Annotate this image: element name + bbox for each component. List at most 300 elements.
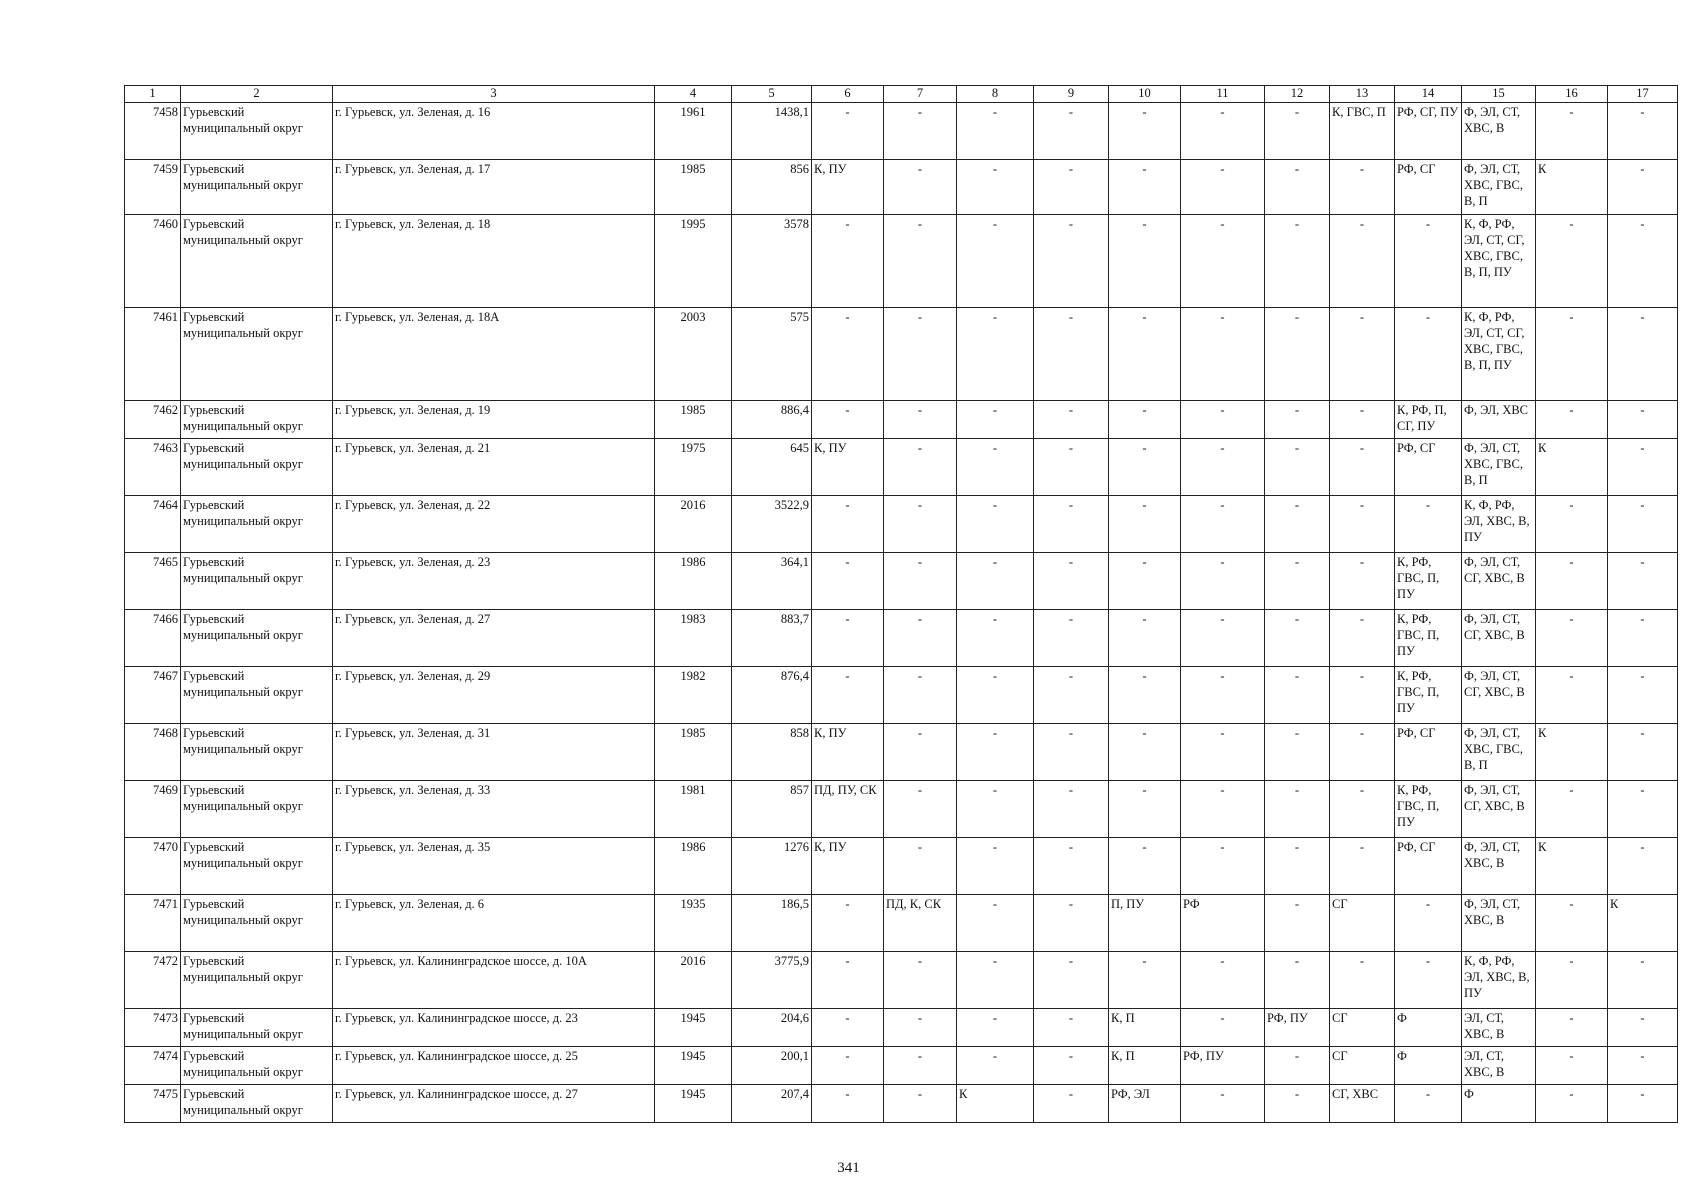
cell-col-15: ЭЛ, СТ, ХВС, В <box>1462 1009 1536 1047</box>
cell-municipality: Гурьевский муниципальный округ <box>181 610 333 667</box>
cell-col-16: - <box>1536 1085 1608 1123</box>
cell-col-15: Ф, ЭЛ, СТ, СГ, ХВС, В <box>1462 781 1536 838</box>
cell-col-17: - <box>1608 215 1678 308</box>
page-number: 341 <box>837 1160 860 1176</box>
cell-col-10: - <box>1109 103 1181 160</box>
cell-col-7: - <box>884 401 957 439</box>
cell-col-11: - <box>1181 838 1265 895</box>
cell-area: 857 <box>732 781 812 838</box>
cell-col-15: К, Ф, РФ, ЭЛ, ХВС, В, ПУ <box>1462 496 1536 553</box>
cell-year-built: 2016 <box>655 496 732 553</box>
cell-col-8: - <box>957 1009 1034 1047</box>
cell-year-built: 2003 <box>655 308 732 401</box>
cell-col-16: - <box>1536 952 1608 1009</box>
table-row <box>125 160 1678 215</box>
cell-row-number: 7462 <box>125 401 181 439</box>
cell-col-12: - <box>1265 439 1330 496</box>
cell-col-14: - <box>1395 496 1462 553</box>
table-row <box>125 553 1678 610</box>
cell-address: г. Гурьевск, ул. Зеленая, д. 18 <box>333 215 655 308</box>
cell-row-number: 7461 <box>125 308 181 401</box>
cell-col-16: - <box>1536 895 1608 952</box>
cell-col-15: Ф, ЭЛ, СТ, ХВС, ГВС, В, П <box>1462 439 1536 496</box>
cell-col-11: РФ, ПУ <box>1181 1047 1265 1085</box>
cell-col-7: - <box>884 215 957 308</box>
cell-col-12: - <box>1265 1047 1330 1085</box>
cell-col-13: - <box>1330 610 1395 667</box>
cell-row-number: 7472 <box>125 952 181 1009</box>
cell-municipality: Гурьевский муниципальный округ <box>181 103 333 160</box>
cell-col-15: К, Ф, РФ, ЭЛ, СТ, СГ, ХВС, ГВС, В, П, ПУ <box>1462 215 1536 308</box>
cell-address: г. Гурьевск, ул. Зеленая, д. 33 <box>333 781 655 838</box>
cell-municipality: Гурьевский муниципальный округ <box>181 439 333 496</box>
cell-year-built: 1986 <box>655 553 732 610</box>
cell-col-17: К <box>1608 895 1678 952</box>
cell-col-16: - <box>1536 103 1608 160</box>
cell-col-6: - <box>812 952 884 1009</box>
cell-row-number: 7458 <box>125 103 181 160</box>
cell-year-built: 1981 <box>655 781 732 838</box>
cell-col-16: - <box>1536 308 1608 401</box>
cell-col-8: - <box>957 952 1034 1009</box>
cell-row-number: 7469 <box>125 781 181 838</box>
cell-address: г. Гурьевск, ул. Зеленая, д. 17 <box>333 160 655 215</box>
cell-col-14: К, РФ, ГВС, П, ПУ <box>1395 610 1462 667</box>
cell-col-11: - <box>1181 553 1265 610</box>
cell-col-7: - <box>884 952 957 1009</box>
cell-address: г. Гурьевск, ул. Зеленая, д. 31 <box>333 724 655 781</box>
cell-year-built: 1985 <box>655 724 732 781</box>
cell-col-9: - <box>1034 1009 1109 1047</box>
cell-col-15: Ф, ЭЛ, ХВС <box>1462 401 1536 439</box>
cell-col-6: - <box>812 308 884 401</box>
cell-col-16: - <box>1536 610 1608 667</box>
cell-area: 1276 <box>732 838 812 895</box>
cell-col-17: - <box>1608 103 1678 160</box>
cell-col-17: - <box>1608 1047 1678 1085</box>
cell-col-10: РФ, ЭЛ <box>1109 1085 1181 1123</box>
cell-col-12: - <box>1265 610 1330 667</box>
table-row <box>125 781 1678 838</box>
column-header-6: 6 <box>812 86 884 103</box>
cell-col-11: - <box>1181 308 1265 401</box>
cell-col-14: - <box>1395 215 1462 308</box>
cell-municipality: Гурьевский муниципальный округ <box>181 952 333 1009</box>
cell-col-14: РФ, СГ <box>1395 160 1462 215</box>
cell-address: г. Гурьевск, ул. Калининградское шоссе, д. 10А <box>333 952 655 1009</box>
table-row <box>125 952 1678 1009</box>
cell-col-16: К <box>1536 838 1608 895</box>
cell-col-14: РФ, СГ <box>1395 724 1462 781</box>
column-header-13: 13 <box>1330 86 1395 103</box>
column-header-10: 10 <box>1109 86 1181 103</box>
cell-col-9: - <box>1034 215 1109 308</box>
cell-col-7: - <box>884 103 957 160</box>
cell-col-6: К, ПУ <box>812 724 884 781</box>
cell-col-12: - <box>1265 952 1330 1009</box>
cell-col-10: - <box>1109 667 1181 724</box>
cell-address: г. Гурьевск, ул. Зеленая, д. 23 <box>333 553 655 610</box>
cell-col-6: - <box>812 895 884 952</box>
cell-address: г. Гурьевск, ул. Зеленая, д. 22 <box>333 496 655 553</box>
cell-col-10: - <box>1109 952 1181 1009</box>
cell-col-14: К, РФ, П, СГ, ПУ <box>1395 401 1462 439</box>
cell-col-10: - <box>1109 610 1181 667</box>
cell-col-11: - <box>1181 215 1265 308</box>
cell-col-13: СГ, ХВС <box>1330 1085 1395 1123</box>
cell-address: г. Гурьевск, ул. Зеленая, д. 18А <box>333 308 655 401</box>
cell-address: г. Гурьевск, ул. Зеленая, д. 29 <box>333 667 655 724</box>
cell-col-14: К, РФ, ГВС, П, ПУ <box>1395 781 1462 838</box>
cell-col-16: К <box>1536 724 1608 781</box>
cell-col-15: Ф, ЭЛ, СТ, СГ, ХВС, В <box>1462 553 1536 610</box>
cell-col-7: - <box>884 308 957 401</box>
cell-col-17: - <box>1608 952 1678 1009</box>
cell-area: 3522,9 <box>732 496 812 553</box>
table-row <box>125 838 1678 895</box>
cell-col-12: - <box>1265 553 1330 610</box>
cell-col-7: - <box>884 1085 957 1123</box>
cell-col-7: - <box>884 1009 957 1047</box>
register-body <box>125 103 1678 1123</box>
cell-col-12: - <box>1265 1085 1330 1123</box>
cell-address: г. Гурьевск, ул. Зеленая, д. 16 <box>333 103 655 160</box>
cell-municipality: Гурьевский муниципальный округ <box>181 1009 333 1047</box>
cell-area: 575 <box>732 308 812 401</box>
cell-col-14: - <box>1395 952 1462 1009</box>
cell-col-7: - <box>884 160 957 215</box>
cell-year-built: 1935 <box>655 895 732 952</box>
cell-col-12: - <box>1265 496 1330 553</box>
cell-col-11: - <box>1181 496 1265 553</box>
cell-col-9: - <box>1034 952 1109 1009</box>
table-row <box>125 895 1678 952</box>
cell-col-6: К, ПУ <box>812 838 884 895</box>
cell-row-number: 7468 <box>125 724 181 781</box>
cell-year-built: 2016 <box>655 952 732 1009</box>
cell-col-7: ПД, К, СК <box>884 895 957 952</box>
column-header-14: 14 <box>1395 86 1462 103</box>
cell-col-9: - <box>1034 553 1109 610</box>
cell-area: 3775,9 <box>732 952 812 1009</box>
cell-col-13: - <box>1330 401 1395 439</box>
cell-col-7: - <box>884 724 957 781</box>
cell-col-16: - <box>1536 553 1608 610</box>
cell-year-built: 1945 <box>655 1009 732 1047</box>
column-header-8: 8 <box>957 86 1034 103</box>
cell-col-6: - <box>812 1047 884 1085</box>
cell-col-13: - <box>1330 160 1395 215</box>
cell-col-10: - <box>1109 401 1181 439</box>
cell-col-15: К, Ф, РФ, ЭЛ, ХВС, В, ПУ <box>1462 952 1536 1009</box>
cell-col-12: - <box>1265 103 1330 160</box>
cell-address: г. Гурьевск, ул. Зеленая, д. 35 <box>333 838 655 895</box>
cell-col-15: Ф, ЭЛ, СТ, ХВС, В <box>1462 103 1536 160</box>
cell-col-16: - <box>1536 1047 1608 1085</box>
cell-municipality: Гурьевский муниципальный округ <box>181 496 333 553</box>
cell-col-9: - <box>1034 895 1109 952</box>
cell-col-17: - <box>1608 781 1678 838</box>
cell-col-10: - <box>1109 439 1181 496</box>
cell-col-8: - <box>957 724 1034 781</box>
cell-year-built: 1945 <box>655 1047 732 1085</box>
cell-col-16: К <box>1536 160 1608 215</box>
cell-area: 207,4 <box>732 1085 812 1123</box>
cell-address: г. Гурьевск, ул. Калининградское шоссе, д. 25 <box>333 1047 655 1085</box>
cell-municipality: Гурьевский муниципальный округ <box>181 895 333 952</box>
table-row <box>125 1085 1678 1123</box>
cell-col-14: РФ, СГ, ПУ <box>1395 103 1462 160</box>
cell-year-built: 1975 <box>655 439 732 496</box>
table-row <box>125 1009 1678 1047</box>
cell-row-number: 7465 <box>125 553 181 610</box>
cell-col-11: - <box>1181 401 1265 439</box>
cell-col-9: - <box>1034 308 1109 401</box>
cell-col-7: - <box>884 1047 957 1085</box>
cell-col-9: - <box>1034 496 1109 553</box>
cell-col-8: К <box>957 1085 1034 1123</box>
cell-col-8: - <box>957 781 1034 838</box>
cell-municipality: Гурьевский муниципальный округ <box>181 1047 333 1085</box>
cell-municipality: Гурьевский муниципальный округ <box>181 160 333 215</box>
cell-row-number: 7475 <box>125 1085 181 1123</box>
cell-col-6: - <box>812 103 884 160</box>
column-header-4: 4 <box>655 86 732 103</box>
cell-col-9: - <box>1034 160 1109 215</box>
cell-col-6: ПД, ПУ, СК <box>812 781 884 838</box>
cell-col-8: - <box>957 308 1034 401</box>
cell-col-12: - <box>1265 667 1330 724</box>
cell-col-13: - <box>1330 553 1395 610</box>
cell-year-built: 1986 <box>655 838 732 895</box>
cell-col-10: - <box>1109 496 1181 553</box>
cell-col-8: - <box>957 895 1034 952</box>
cell-col-6: - <box>812 215 884 308</box>
cell-col-7: - <box>884 838 957 895</box>
cell-col-17: - <box>1608 610 1678 667</box>
cell-col-14: - <box>1395 1085 1462 1123</box>
cell-col-10: К, П <box>1109 1047 1181 1085</box>
cell-col-16: - <box>1536 401 1608 439</box>
cell-col-7: - <box>884 610 957 667</box>
cell-col-17: - <box>1608 724 1678 781</box>
cell-col-13: СГ <box>1330 1009 1395 1047</box>
cell-col-7: - <box>884 553 957 610</box>
cell-col-17: - <box>1608 1085 1678 1123</box>
cell-col-17: - <box>1608 160 1678 215</box>
cell-municipality: Гурьевский муниципальный округ <box>181 838 333 895</box>
cell-address: г. Гурьевск, ул. Зеленая, д. 6 <box>333 895 655 952</box>
cell-col-11: - <box>1181 160 1265 215</box>
cell-municipality: Гурьевский муниципальный округ <box>181 215 333 308</box>
cell-col-12: - <box>1265 895 1330 952</box>
cell-col-8: - <box>957 1047 1034 1085</box>
cell-col-17: - <box>1608 308 1678 401</box>
cell-col-13: - <box>1330 215 1395 308</box>
cell-year-built: 1961 <box>655 103 732 160</box>
cell-col-8: - <box>957 401 1034 439</box>
cell-row-number: 7473 <box>125 1009 181 1047</box>
cell-year-built: 1995 <box>655 215 732 308</box>
cell-col-8: - <box>957 553 1034 610</box>
cell-col-6: К, ПУ <box>812 160 884 215</box>
cell-col-15: Ф, ЭЛ, СТ, ХВС, ГВС, В, П <box>1462 160 1536 215</box>
cell-col-14: - <box>1395 895 1462 952</box>
cell-area: 204,6 <box>732 1009 812 1047</box>
cell-row-number: 7460 <box>125 215 181 308</box>
cell-col-15: Ф, ЭЛ, СТ, ХВС, В <box>1462 895 1536 952</box>
cell-col-9: - <box>1034 1047 1109 1085</box>
table-row <box>125 215 1678 308</box>
cell-col-12: - <box>1265 215 1330 308</box>
cell-area: 858 <box>732 724 812 781</box>
column-header-12: 12 <box>1265 86 1330 103</box>
cell-col-11: - <box>1181 724 1265 781</box>
cell-municipality: Гурьевский муниципальный округ <box>181 308 333 401</box>
cell-col-17: - <box>1608 838 1678 895</box>
cell-col-7: - <box>884 781 957 838</box>
table-row <box>125 401 1678 439</box>
cell-row-number: 7459 <box>125 160 181 215</box>
cell-col-9: - <box>1034 1085 1109 1123</box>
cell-year-built: 1983 <box>655 610 732 667</box>
cell-col-13: - <box>1330 308 1395 401</box>
cell-col-14: РФ, СГ <box>1395 838 1462 895</box>
cell-col-13: К, ГВС, П <box>1330 103 1395 160</box>
column-header-2: 2 <box>181 86 333 103</box>
cell-col-6: - <box>812 496 884 553</box>
cell-col-12: - <box>1265 838 1330 895</box>
cell-col-11: - <box>1181 103 1265 160</box>
cell-municipality: Гурьевский муниципальный округ <box>181 401 333 439</box>
cell-col-16: - <box>1536 781 1608 838</box>
cell-col-11: - <box>1181 667 1265 724</box>
cell-municipality: Гурьевский муниципальный округ <box>181 667 333 724</box>
cell-col-10: - <box>1109 553 1181 610</box>
cell-col-6: - <box>812 553 884 610</box>
cell-col-15: Ф, ЭЛ, СТ, СГ, ХВС, В <box>1462 667 1536 724</box>
cell-col-13: - <box>1330 781 1395 838</box>
cell-municipality: Гурьевский муниципальный округ <box>181 1085 333 1123</box>
cell-col-14: К, РФ, ГВС, П, ПУ <box>1395 553 1462 610</box>
cell-address: г. Гурьевск, ул. Зеленая, д. 21 <box>333 439 655 496</box>
cell-area: 876,4 <box>732 667 812 724</box>
cell-row-number: 7474 <box>125 1047 181 1085</box>
cell-year-built: 1982 <box>655 667 732 724</box>
cell-col-6: - <box>812 1085 884 1123</box>
cell-col-8: - <box>957 667 1034 724</box>
cell-area: 1438,1 <box>732 103 812 160</box>
cell-area: 3578 <box>732 215 812 308</box>
cell-row-number: 7463 <box>125 439 181 496</box>
cell-col-6: К, ПУ <box>812 439 884 496</box>
cell-col-13: - <box>1330 439 1395 496</box>
cell-address: г. Гурьевск, ул. Калининградское шоссе, д. 27 <box>333 1085 655 1123</box>
cell-col-17: - <box>1608 496 1678 553</box>
cell-col-14: К, РФ, ГВС, П, ПУ <box>1395 667 1462 724</box>
table-row <box>125 439 1678 496</box>
cell-col-9: - <box>1034 724 1109 781</box>
cell-row-number: 7464 <box>125 496 181 553</box>
cell-year-built: 1985 <box>655 160 732 215</box>
column-header-11: 11 <box>1181 86 1265 103</box>
cell-col-10: - <box>1109 215 1181 308</box>
cell-col-14: - <box>1395 308 1462 401</box>
column-header-16: 16 <box>1536 86 1608 103</box>
cell-col-17: - <box>1608 553 1678 610</box>
column-header-3: 3 <box>333 86 655 103</box>
table-row <box>125 496 1678 553</box>
cell-col-6: - <box>812 1009 884 1047</box>
cell-col-10: П, ПУ <box>1109 895 1181 952</box>
cell-col-13: - <box>1330 838 1395 895</box>
cell-col-11: - <box>1181 781 1265 838</box>
cell-col-17: - <box>1608 667 1678 724</box>
cell-col-10: - <box>1109 838 1181 895</box>
cell-col-15: Ф <box>1462 1085 1536 1123</box>
cell-area: 886,4 <box>732 401 812 439</box>
cell-address: г. Гурьевск, ул. Калининградское шоссе, д. 23 <box>333 1009 655 1047</box>
cell-col-16: - <box>1536 1009 1608 1047</box>
cell-col-17: - <box>1608 439 1678 496</box>
cell-year-built: 1985 <box>655 401 732 439</box>
cell-area: 364,1 <box>732 553 812 610</box>
cell-col-16: - <box>1536 496 1608 553</box>
cell-col-11: РФ <box>1181 895 1265 952</box>
cell-col-11: - <box>1181 1009 1265 1047</box>
cell-address: г. Гурьевск, ул. Зеленая, д. 27 <box>333 610 655 667</box>
cell-col-10: - <box>1109 308 1181 401</box>
cell-col-9: - <box>1034 667 1109 724</box>
cell-col-10: К, П <box>1109 1009 1181 1047</box>
column-header-15: 15 <box>1462 86 1536 103</box>
cell-col-14: Ф <box>1395 1009 1462 1047</box>
cell-col-8: - <box>957 103 1034 160</box>
cell-row-number: 7466 <box>125 610 181 667</box>
cell-col-11: - <box>1181 952 1265 1009</box>
table-row <box>125 724 1678 781</box>
table-row <box>125 308 1678 401</box>
cell-area: 856 <box>732 160 812 215</box>
column-header-1: 1 <box>125 86 181 103</box>
column-header-9: 9 <box>1034 86 1109 103</box>
cell-col-17: - <box>1608 401 1678 439</box>
cell-col-13: - <box>1330 952 1395 1009</box>
cell-col-12: - <box>1265 308 1330 401</box>
cell-col-10: - <box>1109 724 1181 781</box>
cell-address: г. Гурьевск, ул. Зеленая, д. 19 <box>333 401 655 439</box>
cell-col-13: СГ <box>1330 1047 1395 1085</box>
table-row <box>125 610 1678 667</box>
cell-municipality: Гурьевский муниципальный округ <box>181 724 333 781</box>
cell-municipality: Гурьевский муниципальный округ <box>181 781 333 838</box>
cell-col-15: К, Ф, РФ, ЭЛ, СТ, СГ, ХВС, ГВС, В, П, ПУ <box>1462 308 1536 401</box>
column-number-row <box>125 86 1678 103</box>
column-header-17: 17 <box>1608 86 1678 103</box>
cell-col-8: - <box>957 838 1034 895</box>
cell-col-15: ЭЛ, СТ, ХВС, В <box>1462 1047 1536 1085</box>
cell-area: 883,7 <box>732 610 812 667</box>
cell-col-12: - <box>1265 781 1330 838</box>
cell-col-6: - <box>812 667 884 724</box>
column-header-7: 7 <box>884 86 957 103</box>
cell-col-9: - <box>1034 838 1109 895</box>
cell-area: 186,5 <box>732 895 812 952</box>
cell-col-15: Ф, ЭЛ, СТ, ХВС, ГВС, В, П <box>1462 724 1536 781</box>
cell-col-12: - <box>1265 401 1330 439</box>
cell-col-9: - <box>1034 610 1109 667</box>
cell-col-9: - <box>1034 439 1109 496</box>
